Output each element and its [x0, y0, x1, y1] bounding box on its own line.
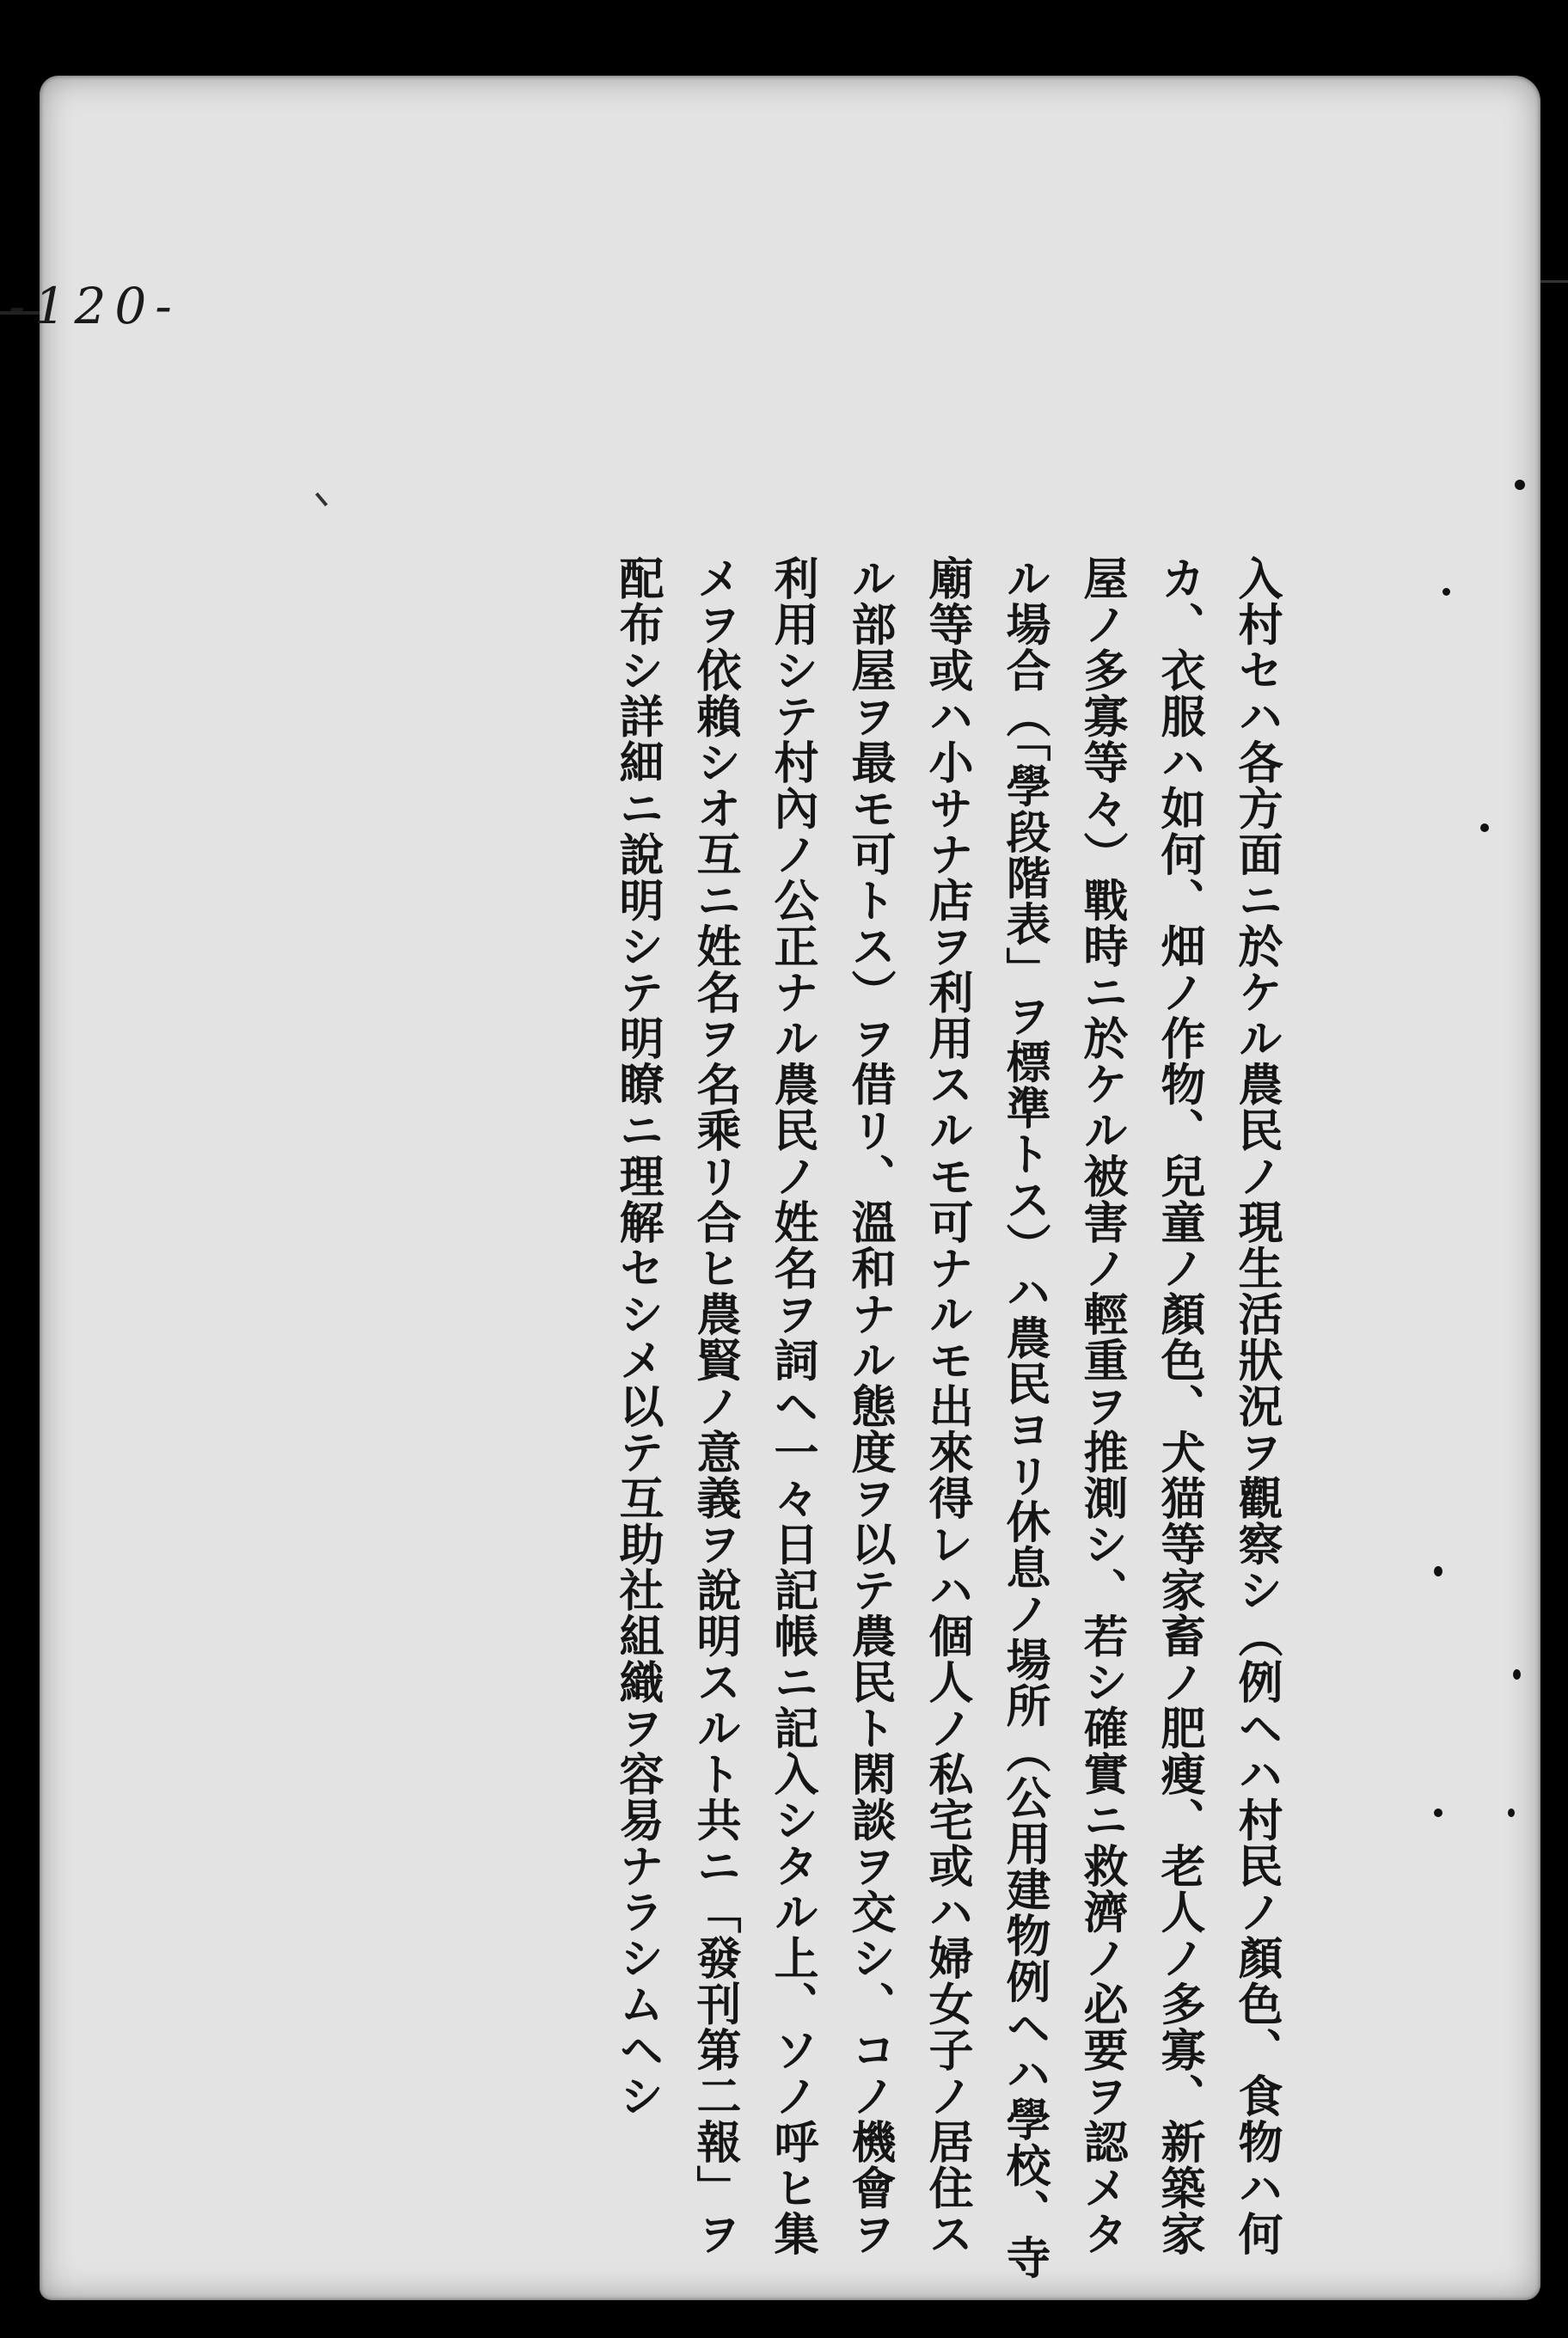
ink-speck — [1434, 1566, 1442, 1576]
ink-speck — [1513, 1669, 1521, 1680]
ink-speck — [1480, 823, 1489, 832]
vertical-body-text: 入村セハ各方面ニ於ケル農民ノ現生活狀況ヲ觀察シ（例ヘハ村民ノ顏色、食物ハ何カ、衣服ハ如何、畑ノ作物、兒童ノ顏色、犬猫等家畜ノ肥瘦、老人ノ多寡、新築家屋ノ多寡等々）戰時ニ於ケル被害ノ輕重ヲ推測シ、若シ確實ニ救濟ノ必要ヲ認メタル場合（「學段階表」ヲ標準トス）ハ農民ヨリ休息ノ場所（公用建物例ヘハ學校、寺廟等或ハ小サナ店ヲ利用スルモ可ナルモ出來得レハ個人ノ私宅或ハ婦女子ノ居住スル部屋ヲ最モ可トス）ヲ借リ、溫和ナル態度ヲ以テ農民ト閑談ヲ交シ、コノ機會ヲ利用シテ村內ノ公正ナル農民ノ姓名ヲ詞ヘ一々日記帳ニ記入シタル上、ソノ呼ヒ集メヲ依賴シオ互ニ姓名ヲ名乘リ合ヒ農賢ノ意義ヲ說明スルト共ニ「發刊第二報」ヲ配布シ詳細ニ說明シテ明瞭ニ理解セシメ以テ互助社組織ヲ容易ナラシムヘシ — [611, 555, 1282, 2280]
document-page — [40, 76, 1540, 2300]
page-number: -120- — [9, 277, 181, 335]
ink-speck — [1515, 480, 1525, 490]
ink-speck — [1442, 588, 1450, 596]
pencil-mark — [315, 493, 328, 506]
ink-speck — [1508, 1809, 1515, 1817]
ink-speck — [1434, 1809, 1442, 1817]
